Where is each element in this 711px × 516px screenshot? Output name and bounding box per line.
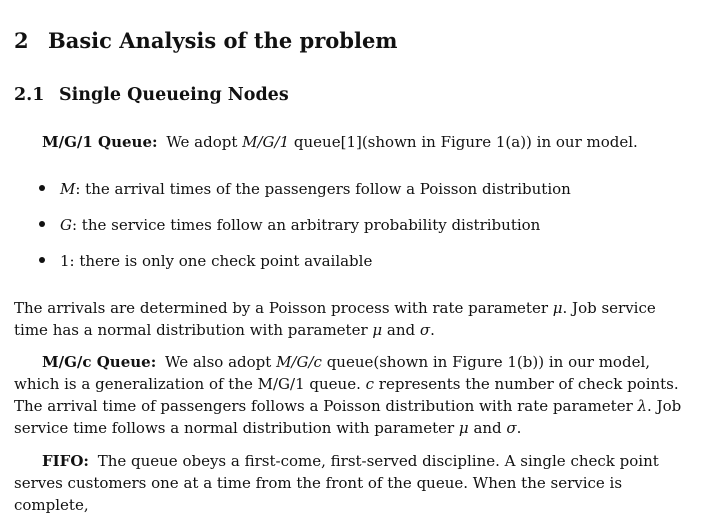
bullet-text: : there is only one check point available bbox=[69, 252, 373, 270]
mg1-lead: M/G/1 Queue: bbox=[42, 133, 158, 151]
bullet-dot-icon bbox=[39, 221, 45, 227]
mgc-lead: M/G/c Queue: bbox=[42, 353, 157, 371]
mg1-paragraph bbox=[14, 131, 692, 153]
mgc-text: queue(shown in Figure 1(b)) in our model, which is a generalization of the M/G/1 queue. bbox=[14, 353, 651, 393]
math-mu: μ bbox=[552, 299, 563, 317]
math-sigma: σ bbox=[419, 321, 431, 339]
arrivals-text: The arrivals are determined by a Poisson process with rate parameter bbox=[14, 299, 553, 317]
bullet-dot-icon bbox=[39, 257, 45, 263]
mgc-text: We also adopt bbox=[160, 353, 277, 371]
math-mu: μ bbox=[458, 419, 469, 437]
fifo-paragraph bbox=[14, 450, 692, 516]
fifo-text: The queue obeys a first-come, first-served discipline. A single check point serves customers one at a time from the front of the queue. When the service is complete, bbox=[14, 452, 659, 514]
bullet-dot-icon bbox=[39, 185, 45, 191]
mg1-text: We adopt bbox=[161, 133, 243, 151]
math-lambda: λ bbox=[637, 397, 648, 415]
section-title: Basic Analysis of the problem bbox=[48, 28, 398, 53]
mg1-math: M/G/1 bbox=[242, 133, 290, 151]
subsection-heading bbox=[14, 85, 289, 105]
mg1-text: queue[1](shown in Figure 1(a)) in our model. bbox=[289, 133, 638, 151]
bullet-text: : the arrival times of the passengers follow a Poisson distribution bbox=[75, 180, 571, 198]
bullet-text: : the service times follow an arbitrary probability distribution bbox=[71, 216, 541, 234]
subsection-number: 2.1 bbox=[14, 85, 45, 105]
bullet-symbol: M bbox=[60, 180, 76, 198]
arrivals-text: . bbox=[430, 321, 435, 339]
bullet-item bbox=[14, 211, 692, 247]
bullet-symbol: 1 bbox=[60, 252, 70, 270]
arrivals-paragraph bbox=[14, 297, 692, 341]
mgc-text: and bbox=[468, 419, 507, 437]
model-bullet-list bbox=[14, 175, 692, 283]
mgc-text: . Job service time follows a normal distribution with parameter bbox=[14, 397, 682, 437]
mgc-text: . bbox=[516, 419, 522, 437]
section-heading bbox=[14, 28, 398, 53]
subsection-title: Single Queueing Nodes bbox=[59, 85, 289, 105]
bullet-symbol: G bbox=[60, 216, 72, 234]
arrivals-text: . Job service time has a normal distribution with parameter bbox=[14, 299, 656, 339]
math-sigma: σ bbox=[506, 419, 517, 437]
section-number: 2 bbox=[14, 28, 29, 53]
bullet-item bbox=[14, 175, 692, 211]
mgc-math: M/G/c bbox=[276, 353, 322, 371]
fifo-lead: FIFO: bbox=[42, 452, 89, 470]
arrivals-text: and bbox=[382, 321, 420, 339]
mgc-text: represents the number of check points. The arrival time of passengers follows a Poisson distribution with rate parameter bbox=[14, 375, 679, 415]
math-c: c bbox=[365, 375, 375, 393]
bullet-item bbox=[14, 247, 692, 283]
mgc-paragraph bbox=[14, 351, 692, 439]
math-mu: μ bbox=[372, 321, 383, 339]
